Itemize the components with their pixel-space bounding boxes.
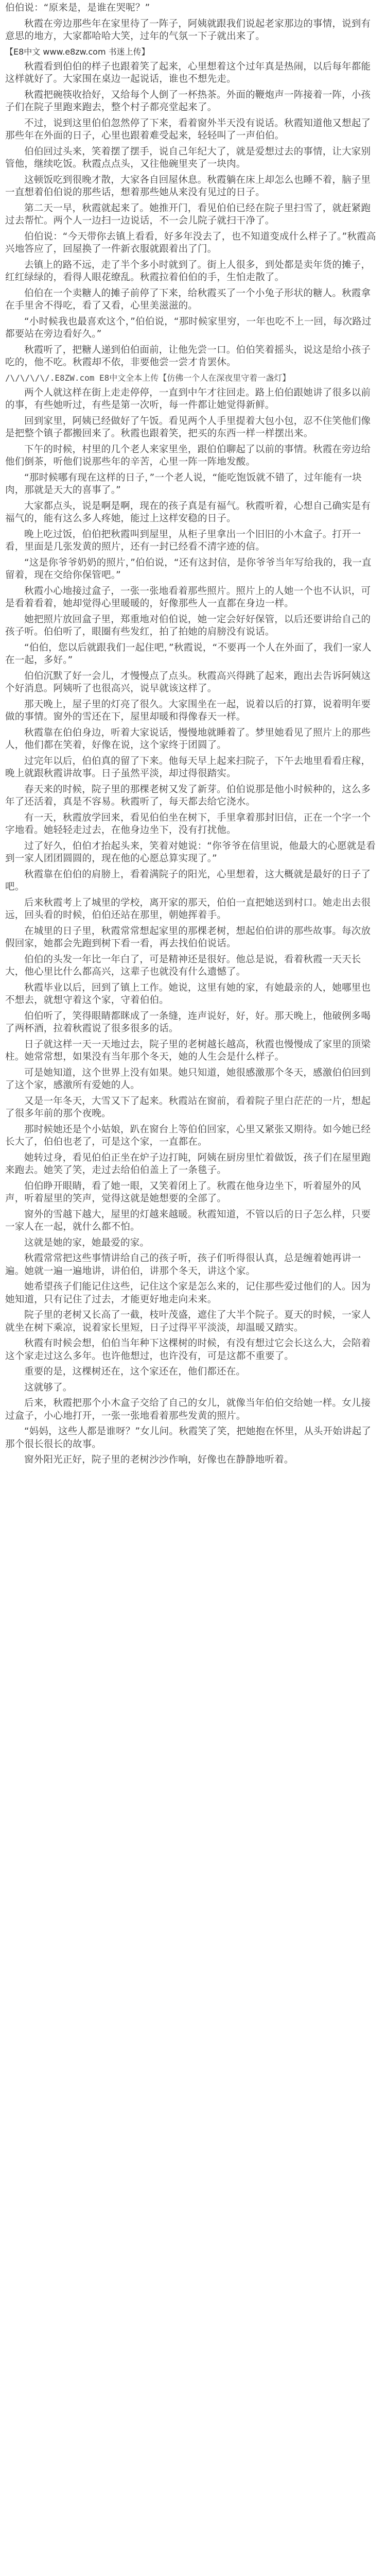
paragraph: 秋霞听了，把糖人递到伯伯面前，让他先尝一口。伯伯笑着摇头，说这是给小孩子吃的，他不吃。秋霞却不依，非要他尝一尝才肯罢休。 bbox=[5, 344, 371, 368]
paragraph: 她转过身，看见伯伯正坐在炉子边打盹，阿姨在厨房里忙着做饭，孩子们在屋里跑来跑去。她笑了笑，走过去给伯伯盖上了一条毯子。 bbox=[5, 1152, 371, 1176]
paragraph: 秋霞靠在伯伯的肩膀上，看着满院子的阳光，心里想着，这大概就是最好的日子了吧。 bbox=[5, 869, 371, 892]
paragraph: 过了好久，伯伯才抬起头来，笑着对她说：“你爷爷在信里说，他最大的心愿就是看到一家人团团圆圆的，现在他的心愿总算实现了。” bbox=[5, 840, 376, 864]
paragraph: 不过，说到这里伯伯忽然停了下来，看着窗外半天没有说话。秋霞知道他又想起了那些年在外面的日子，心里也跟着难受起来，轻轻叫了一声伯伯。 bbox=[5, 117, 371, 141]
paragraph: 可是她知道，这个世界上没有如果。她只知道，她很感激那个冬天，感激伯伯回到了这个家，感激所有爱她的人。 bbox=[5, 1067, 371, 1091]
paragraph: 伯伯沉默了好一会儿，才慢慢点了点头。秋霞高兴得跳了起来，跑出去告诉阿姨这个好消息。阿姨听了也很高兴，说早就该这样了。 bbox=[5, 670, 371, 694]
paragraph: 秋霞有时候会想，伯伯当年种下这棵树的时候，有没有想过它会长这么大，会陪着这个家走过这么多年。也许他想过，也许没有，可是这都不重要了。 bbox=[5, 1338, 371, 1362]
paragraph: 去镇上的路不远，走了半个多小时就到了。街上人很多，到处都是卖年货的摊子，红红绿绿的，看得人眼花缭乱。秋霞拉着伯伯的手，生怕走散了。 bbox=[5, 259, 371, 283]
paragraph: “妈妈，这些人都是谁呀？”女儿问。秋霞笑了笑，把她抱在怀里，从头开始讲起了那个很长很长的故事。 bbox=[5, 1426, 372, 1450]
paragraph: 后来，秋霞把那个小木盒子交给了自己的女儿，就像当年伯伯交给她一样。女儿接过盒子，小心地打开，一张一张地看着那些发黄的照片。 bbox=[5, 1398, 371, 1421]
paragraph: 又是一年冬天，大雪又下了起来。秋霞站在窗前，看着院子里白茫茫的一片，想起了很多年前的那个夜晚。 bbox=[5, 1095, 371, 1119]
paragraph: 秋霞常常把这些事情讲给自己的孩子听，孩子们听得很认真，总是缠着她再讲一遍。她就一遍一遍地讲，讲伯伯，讲那个冬天，讲这个家。 bbox=[5, 1253, 361, 1277]
paragraph: 她把照片放回盒子里，郑重地对伯伯说，她一定会好好保管，以后还要讲给自己的孩子听。伯伯听了，眼圈有些发红，拍了拍她的肩膀没有说话。 bbox=[5, 614, 371, 637]
paragraph: 秋霞靠在伯伯身边，听着大家说话，慢慢地就睡着了。梦里她看见了照片上的那些人，他们都在笑着，好像在说，这个家终于团圆了。 bbox=[5, 727, 371, 751]
paragraph: 重要的是，这棵树还在，这个家还在，他们都还在。 bbox=[24, 1366, 246, 1377]
paragraph: 伯伯听了，笑得眼睛都眯成了一条缝，连声说好，好，好。那天晚上，他破例多喝了两杯酒，拉着秋霞说了很多很多的话。 bbox=[5, 1010, 371, 1034]
paragraph: “那时候哪有现在这样的日子，”一个老人说，“能吃饱饭就不错了，过年能有一块肉，那就是天大的喜事了。” bbox=[5, 472, 362, 496]
site-watermark-line: 【E8中文 www.e8zw.com 书迷上传】 bbox=[5, 46, 150, 57]
paragraph: 过完年以后，伯伯真的留了下来。他每天早上起来扫院子，下午去地里看看庄稼，晚上就跟秋霞讲故事。日子虽然平淡，却过得很踏实。 bbox=[5, 755, 371, 779]
paragraph: 伯伯睁开眼睛，看了她一眼，又笑着闭上了。秋霞在他身边坐下，听着屋外的风声，听着屋里的笑声，觉得这就是她想要的全部了。 bbox=[5, 1180, 361, 1204]
paragraph: 大家都点头，说是啊是啊，现在的孩子真是有福气。秋霞听着，心想自己确实是有福气的，能有这么多人疼她，能过上这样安稳的日子。 bbox=[5, 500, 371, 524]
paragraph: “小时候我也最喜欢这个，”伯伯说，“那时候家里穷，一年也吃不上一回，每次路过都要站在旁边看好久。” bbox=[5, 316, 372, 340]
paragraph: 那时候她还是个小姑娘，趴在窗台上等伯伯回家，心里又紧张又期待。如今她已经长大了，伯伯也老了，可是这个家，一直都在。 bbox=[5, 1124, 371, 1147]
paragraph: 第二天一早，秋霞就起来了。她推开门，看见伯伯已经在院子里扫雪了，就赶紧跑过去帮忙。两个人一边扫一边说话，不一会儿院子就扫干净了。 bbox=[5, 202, 371, 226]
paragraph: 伯伯在一个卖糖人的摊子前停了下来，给秋霞买了一个小兔子形状的糖人。秋霞拿在手里舍不得吃，看了又看，心里美滋滋的。 bbox=[5, 287, 371, 311]
paragraph: 那天晚上，屋子里的灯亮了很久。大家围坐在一起，说着以后的打算，说着明年要做的事情。窗外的雪还在下，屋里却暖和得像春天一样。 bbox=[5, 699, 371, 722]
paragraph: 秋霞毕业以后，回到了镇上工作。她说，这里有她的家，有她最亲的人，她哪里也不想去，就想守着这个家，守着伯伯。 bbox=[5, 982, 371, 1006]
paragraph: “伯伯，您以后就跟我们一起住吧，”秋霞说，“不要再一个人在外面了，我们一家人在一起，多好。” bbox=[5, 642, 372, 666]
paragraph: 后来秋霞考上了城里的学校，离开家的那天，伯伯一直把她送到村口。她走出去很远，回头看的时候，伯伯还站在那里，朝她挥着手。 bbox=[5, 897, 371, 921]
paragraph: 院子里的老树又长高了一截，枝叶茂盛，遮住了大半个院子。夏天的时候，一家人就坐在树下乘凉，说着家长里短，日子过得平平淡淡，却温暖又踏实。 bbox=[5, 1310, 371, 1333]
paragraph: 在城里的日子里，秋霞常常想起家里的那棵老树，想起伯伯讲的那些故事。每次放假回家，她都会先跑到树下看一看，再去找伯伯说话。 bbox=[5, 925, 371, 949]
paragraph: 她希望孩子们能记住这些，记住这个家是怎么来的，记住那些爱过他们的人。因为她知道，只有记住了过去，才能更好地走向未来。 bbox=[5, 1281, 371, 1305]
paragraph: 秋霞小心地接过盒子，一张一张地看着那些照片。照片上的人她一个也不认识，可是看着看着，她却觉得心里暖暖的，好像那些人一直都在身边一样。 bbox=[5, 585, 371, 609]
paragraph: 下午的时候，村里的几个老人来家里坐，跟伯伯聊起了以前的事情。秋霞在旁边给他们倒茶，听他们说那些年的辛苦，心里一阵一阵地发酸。 bbox=[5, 444, 371, 467]
paragraph: 伯伯的头发一年比一年白了，可是精神还是很好。他总是说，看着秋霞一天天长大，他心里比什么都高兴，这辈子也就没有什么遗憾了。 bbox=[5, 954, 361, 977]
paragraph: 有一天，秋霞放学回来，看见伯伯坐在树下，手里拿着那封旧信，正在一个字一个字地看。她轻轻走过去，在他身边坐下，没有打扰他。 bbox=[5, 812, 371, 836]
paragraph: 这就够了。 bbox=[24, 1382, 73, 1393]
paragraph: 春天来的时候，院子里的那棵老树又发了新芽。伯伯说那是他小时候种的，这么多年了还活着，真是不容易。秋霞听了，每天都去给它浇水。 bbox=[5, 784, 371, 807]
paragraph: 日子就这样一天一天地过去，院子里的老树越长越高，秋霞也慢慢成了家里的顶梁柱。她常常想，如果没有当年那个冬天，她的人生会是什么样子。 bbox=[5, 1039, 371, 1062]
paragraph: 秋霞看到伯伯的样子也跟着笑了起来，心里想着这个过年真是热闹，以后每年都能这样就好了。大家围在桌边一起说话，谁也不想先走。 bbox=[5, 61, 371, 84]
paragraph: 这就是她的家，她最爱的家。 bbox=[24, 1237, 150, 1248]
paragraph: 两个人就这样在街上走走停停，一直到中午才往回走。路上伯伯跟她讲了很多以前的事，有些她听过，有些是第一次听，每一件都让她觉得新鲜。 bbox=[5, 387, 371, 411]
paragraph: 伯伯说：“今天带你去镇上看看，好多年没去了，也不知道变成什么样子了。”秋霞高兴地答应了，回屋换了一件新衣服就跟着出了门。 bbox=[5, 231, 376, 255]
paragraph: 秋霞在旁边那些年在家里待了一阵子，阿姨就跟我们说起老家那边的事情，说到有意思的地方，大家都哈哈大笑，过年的气氛一下子就出来了。 bbox=[5, 18, 371, 42]
site-watermark-line: /\/\/\/\/.E8ZW.com E8中文全本上传【仿佛一个人在深夜里守着一盏灯】 bbox=[5, 372, 291, 383]
paragraph: 伯伯说：“原来是，是谁在哭呢？” bbox=[5, 3, 150, 13]
paragraph: 窗外的雪越下越大，屋里的灯越来越暖。秋霞知道，不管以后的日子怎么样，只要一家人在一起，就什么都不怕。 bbox=[5, 1209, 371, 1232]
paragraph: 窗外阳光正好，院子里的老树沙沙作响，好像也在静静地听着。 bbox=[24, 1454, 294, 1465]
paragraph: 伯伯回过头来，笑着摆了摆手，说自己年纪大了，就是爱想过去的事情，让大家别管他，继续吃饭。秋霞点点头，又往他碗里夹了一块肉。 bbox=[5, 146, 371, 170]
paragraph: 回到家里，阿姨已经做好了午饭。看见两个人手里提着大包小包，忍不住笑他们像是把整个镇子都搬回来了。秋霞也跟着笑，把买的东西一样一样摆出来。 bbox=[5, 415, 371, 439]
paragraph: 晚上吃过饭，伯伯把秋霞叫到屋里，从柜子里拿出一个旧旧的小木盒子。打开一看，里面是几张发黄的照片，还有一封已经看不清字迹的信。 bbox=[5, 529, 361, 552]
paragraph: 这顿饭吃到很晚才散，大家各自回屋休息。秋霞躺在床上却怎么也睡不着，脑子里一直想着伯伯说的那些话，想着那些她从来没有见过的日子。 bbox=[5, 174, 371, 198]
paragraph: 秋霞把碗筷收拾好，又给每个人倒了一杯热茶。外面的鞭炮声一阵接着一阵，小孩子们在院子里跑来跑去，整个村子都亮堂起来了。 bbox=[5, 89, 371, 113]
paragraph: “这是你爷爷奶奶的照片，”伯伯说，“还有这封信，是你爷爷当年写给我的，我一直留着，现在交给你保管吧。” bbox=[5, 557, 372, 581]
